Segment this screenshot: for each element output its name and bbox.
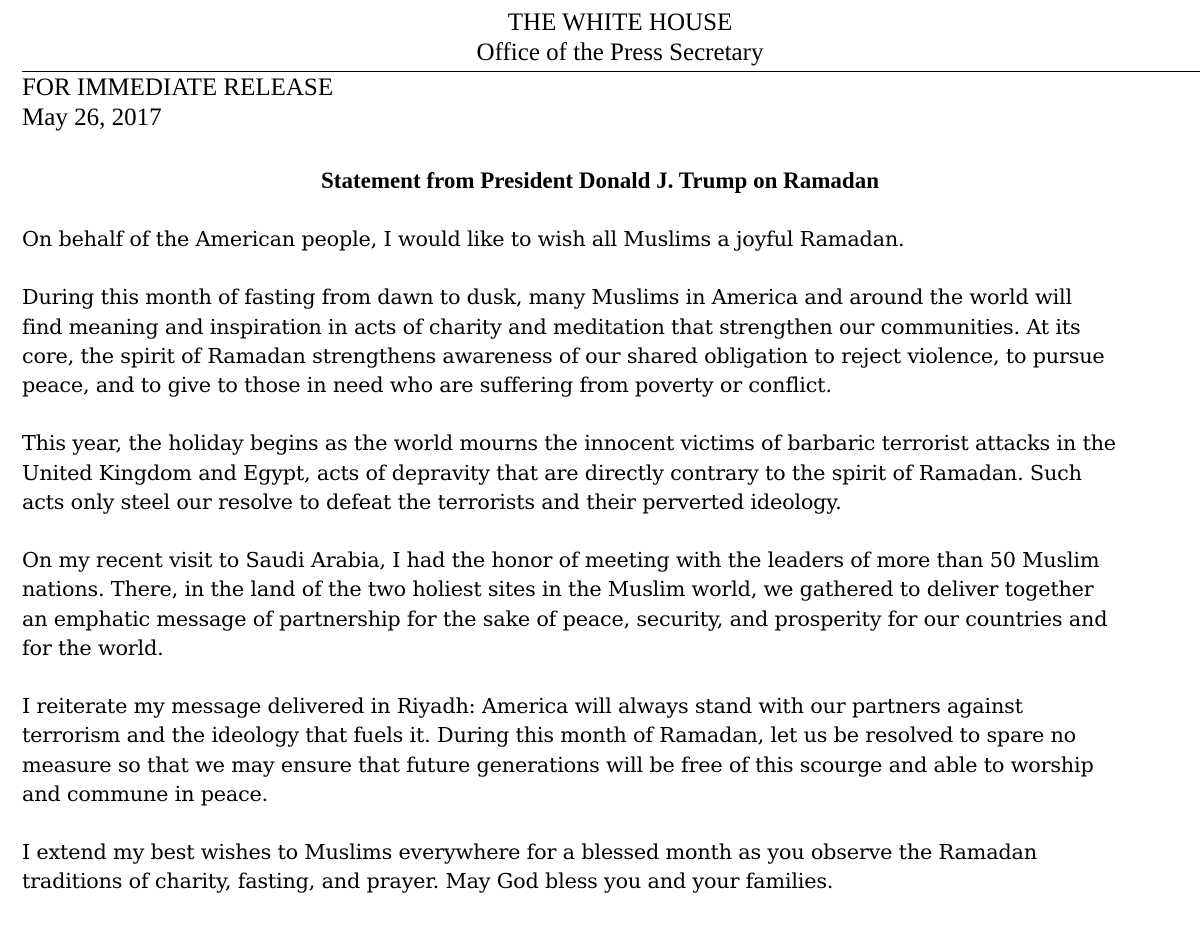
statement-paragraph bbox=[22, 546, 1198, 663]
paragraph-line: During this month of fasting from dawn to dusk, many Muslims in America and around the world will bbox=[22, 285, 1072, 310]
organization-name: THE WHITE HOUSE bbox=[507, 9, 733, 36]
paragraph-line: I extend my best wishes to Muslims everywhere for a blessed month as you observe the Ramadan bbox=[22, 840, 1037, 865]
statement-paragraph bbox=[22, 692, 1198, 809]
paragraph-line: and commune in peace. bbox=[22, 781, 269, 806]
paragraph-line: nations. There, in the land of the two holiest sites in the Muslim world, we gathered to deliver together bbox=[22, 577, 1094, 602]
paragraph-line: terrorism and the ideology that fuels it. During this month of Ramadan, let us be resolved to spare no bbox=[22, 723, 1077, 748]
paragraph-line: On behalf of the American people, I would like to wish all Muslims a joyful Ramadan. bbox=[22, 227, 905, 251]
paragraph-line: core, the spirit of Ramadan strengthens awareness of our shared obligation to reject violence, to pursue bbox=[22, 343, 1105, 368]
statement-paragraph bbox=[22, 838, 1198, 896]
paragraph-line: measure so that we may ensure that future generations will be free of this scourge and able to worship bbox=[22, 752, 1094, 777]
statement-paragraph bbox=[22, 283, 1198, 400]
paragraph-line: an emphatic message of partnership for the sake of peace, security, and prosperity for our countries and bbox=[22, 606, 1108, 631]
header-divider bbox=[22, 71, 1200, 72]
paragraph-line: acts only steel our resolve to defeat the terrorists and their perverted ideology. bbox=[22, 489, 842, 514]
paragraph-line: On my recent visit to Saudi Arabia, I had the honor of meeting with the leaders of more than 50 Muslim bbox=[22, 548, 1100, 573]
release-label: FOR IMMEDIATE RELEASE bbox=[22, 74, 334, 101]
paragraph-line: find meaning and inspiration in acts of charity and meditation that strengthen our communities. At its bbox=[22, 314, 1081, 339]
statement-title: Statement from President Donald J. Trump on Ramadan bbox=[321, 168, 879, 193]
paragraph-line: for the world. bbox=[22, 635, 164, 660]
paragraph-line: traditions of charity, fasting, and prayer. May God bless you and your families. bbox=[22, 869, 834, 894]
release-info bbox=[22, 73, 333, 133]
office-name: Office of the Press Secretary bbox=[476, 39, 764, 66]
release-date: May 26, 2017 bbox=[22, 104, 162, 131]
statement-paragraph bbox=[22, 225, 1198, 254]
letterhead bbox=[0, 8, 1200, 68]
statement-paragraph bbox=[22, 429, 1198, 517]
statement-body bbox=[22, 225, 1198, 926]
paragraph-line: This year, the holiday begins as the world mourns the innocent victims of barbaric terrorist attacks in the bbox=[22, 431, 1116, 456]
paragraph-line: I reiterate my message delivered in Riyadh: America will always stand with our partners against bbox=[22, 694, 1023, 719]
paragraph-line: peace, and to give to those in need who are suffering from poverty or conflict. bbox=[22, 373, 832, 397]
paragraph-line: United Kingdom and Egypt, acts of depravity that are directly contrary to the spirit of Ramadan. Such bbox=[22, 460, 1082, 485]
